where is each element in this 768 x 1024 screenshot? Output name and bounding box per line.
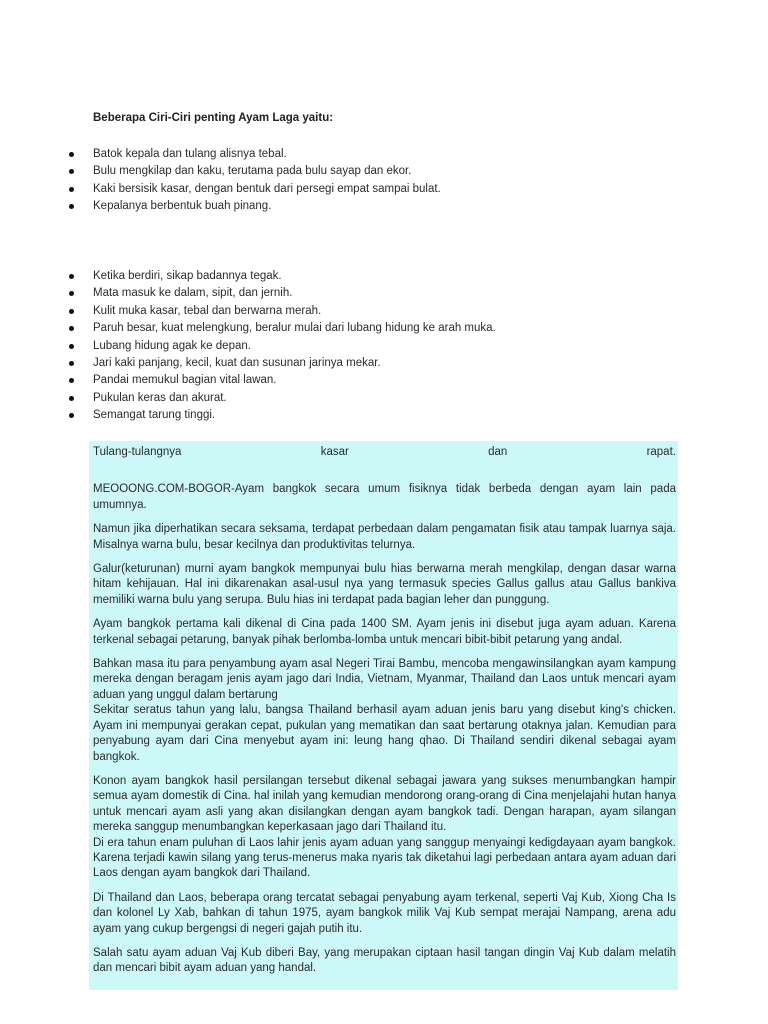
list-item: Batok kepala dan tulang alisnya tebal. — [0, 146, 700, 163]
word: Tulang-tulangnya — [93, 446, 182, 458]
word: kasar — [320, 446, 349, 458]
bullet-icon — [69, 187, 74, 192]
list-item: Paruh besar, kuat melengkung, beralur mulai dari lubang hidung ke arah muka. — [0, 320, 700, 337]
article-paragraph: Di era tahun enam puluhan di Laos lahir jenis ayam aduan yang sanggup menyaingi kedigdayaan ayam bangkok. Karena terjadi kawin silang yang terus-menerus maka nyaris tak diketahui lagi perbedaan antara ayam aduan dari Laos dengan ayam bangkok dari Thailand. — [93, 836, 676, 880]
list-item: Jari kaki panjang, kecil, kuat dan susunan jarinya mekar. — [0, 355, 700, 372]
bullet-icon — [69, 378, 74, 383]
feature-list-2 — [0, 268, 700, 425]
article-paragraph: Salah satu ayam aduan Vaj Kub diberi Bay, yang merupakan ciptaan hasil tangan dingin Vaj Kub dalam melatih dan mencari bibit ayam aduan yang handal. — [93, 946, 676, 975]
bullet-icon — [69, 309, 74, 314]
section-heading: Beberapa Ciri-Ciri penting Ayam Laga yaitu: — [93, 112, 334, 124]
list-item: Bulu mengkilap dan kaku, terutama pada bulu sayap dan ekor. — [0, 163, 700, 180]
list-item: Pandai memukul bagian vital lawan. — [0, 372, 700, 389]
article-paragraph: Namun jika diperhatikan secara seksama, terdapat perbedaan dalam pengamatan fisik atau tampak luarnya saja. Misalnya warna bulu, besar kecilnya dan produktivitas telurnya. — [93, 523, 676, 551]
bullet-icon — [69, 361, 74, 366]
article-paragraph: Ayam bangkok pertama kali dikenal di Cina pada 1400 SM. Ayam jenis ini disebut juga ayam aduan. Karena terkenal sebagai petarung, banyak pihak berlomba-lomba untuk mencari bibit-bibit petarung yang andal. — [93, 618, 676, 646]
article-first-line — [93, 445, 676, 460]
article-box — [89, 441, 678, 990]
list-item: Kulit muka kasar, tebal dan berwarna merah. — [0, 303, 700, 320]
bullet-icon — [69, 396, 74, 401]
article-paragraph: Galur(keturunan) murni ayam bangkok mempunyai bulu hias berwarna merah mengkilap, dengan dasar warna hitam kehijauan. Hal ini dikarenakan asal-usul nya yang termasuk species Gallus gallus atau Gallus bankiva memiliki warna bulu yang serupa. Bulu hias ini terdapat pada bagian leher dan punggung. — [93, 563, 676, 606]
word: dan — [488, 446, 508, 458]
bullet-icon — [69, 326, 74, 331]
list-item: Semangat tarung tinggi. — [0, 407, 700, 424]
word: rapat. — [646, 446, 676, 458]
article-paragraph: Bahkan masa itu para penyambung ayam asal Negeri Tirai Bambu, mencoba mengawinsilangkan ayam kampung mereka dengan beragam jenis ayam jago dari India, Vietnam, Myanmar, Thailand dan Laos untuk mencari ayam aduan yang unggul dalam bertarung — [93, 658, 676, 701]
bullet-icon — [69, 344, 74, 349]
list-item: Kepalanya berbentuk buah pinang. — [0, 198, 700, 215]
list-item: Ketika berdiri, sikap badannya tegak. — [0, 268, 700, 285]
bullet-icon — [69, 274, 74, 279]
bullet-icon — [69, 291, 74, 296]
list-item: Mata masuk ke dalam, sipit, dan jernih. — [0, 285, 700, 302]
bullet-icon — [69, 204, 74, 209]
article-paragraph: MEOOONG.COM-BOGOR-Ayam bangkok secara umum fisiknya tidak berbeda dengan ayam lain pada umumnya. — [93, 483, 676, 511]
article-paragraph: Di Thailand dan Laos, beberapa orang tercatat sebagai penyabung ayam terkenal, seperti Vaj Kub, Xiong Cha Is dan kolonel Ly Xab, bahkan di tahun 1975, ayam bangkok milik Vaj Kub sempat merajai Nampang, arena adu ayam yang cukup bergengsi di negeri gajah putih itu. — [93, 891, 676, 935]
bullet-icon — [69, 413, 74, 418]
list-item: Lubang hidung agak ke depan. — [0, 338, 700, 355]
feature-list-1 — [0, 146, 700, 216]
article-paragraph: Konon ayam bangkok hasil persilangan tersebut dikenal sebagai jawara yang sukses menumbangkan hampir semua ayam domestik di Cina. hal inilah yang kemudian mendorong orang-orang di Cina menjelajahi hutan hanya untuk mencari ayam asli yang akan disilangkan dengan ayam bangkok tadi. Dengan harapan, ayam silangan mereka sanggup menumbangkan keperkasaan jago dari Thailand itu. — [93, 774, 676, 834]
article-paragraph: Sekitar seratus tahun yang lalu, bangsa Thailand berhasil ayam aduan jenis baru yang disebut king's chicken. Ayam ini mempunyai gerakan cepat, pukulan yang mematikan dan saat bertarung otaknya jalan. Kemudian para penyabung ayam dari Cina menyebut ayam ini: leung hang qhao. Di Thailand sendiri dikenal sebagai ayam bangkok. — [93, 704, 676, 763]
list-item: Pukulan keras dan akurat. — [0, 390, 700, 407]
bullet-icon — [69, 169, 74, 174]
list-item: Kaki bersisik kasar, dengan bentuk dari persegi empat sampai bulat. — [0, 181, 700, 198]
bullet-icon — [69, 152, 74, 157]
